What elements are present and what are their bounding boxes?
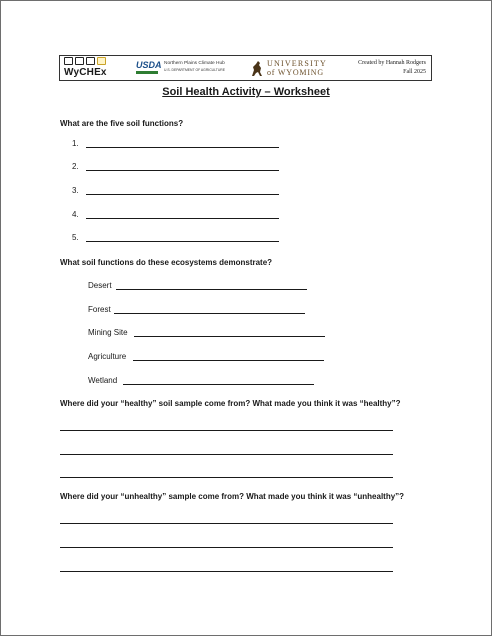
worksheet-title [0,86,492,98]
ecosystem-label-mining-site: Mining Site [88,328,128,337]
ecosystem-label-forest: Forest [88,305,111,314]
healthy-answer-line-2[interactable] [60,454,393,455]
answer-number-2: 2. [72,162,79,171]
hub-department: U.S. DEPARTMENT OF AGRICULTURE [164,68,225,72]
answer-number-4: 4. [72,210,79,219]
question-ecosystems: What soil functions do these ecosystems demonstrate? [60,258,273,267]
climate-hub-label [164,60,225,74]
question-healthy-sample: Where did your “healthy” soil sample come from? What made you think it was “healthy”? [60,399,401,408]
wychex-logo [64,57,120,80]
healthy-answer-line-3[interactable] [60,477,393,478]
answer-number-1: 1. [72,139,79,148]
ecosystem-line-desert[interactable] [116,289,307,290]
author-credit [358,59,426,77]
answer-number-5: 5. [72,233,79,242]
answer-number-3: 3. [72,186,79,195]
question-soil-functions: What are the five soil functions? [60,119,184,128]
usda-logo-bar [136,71,158,74]
worksheet-title-text: Soil Health Activity – Worksheet [162,86,330,98]
barn-icon [86,57,95,65]
usda-logo: USDA [136,60,162,70]
university-wordmark [267,59,327,77]
ecosystem-line-mining-site[interactable] [134,336,325,337]
unhealthy-answer-line-1[interactable] [60,523,393,524]
question-unhealthy-sample: Where did your “unhealthy” sample come from? What made you think it was “unhealthy”? [60,492,405,501]
field-icon [64,57,73,65]
sun-icon [97,57,106,65]
unhealthy-answer-line-2[interactable] [60,547,393,548]
answer-line-5[interactable] [86,241,279,242]
credit-line2: Fall 2025 [403,69,426,75]
credit-line1: Created by Hannah Rodgers [358,60,426,66]
ecosystem-line-wetland[interactable] [123,384,314,385]
ecosystem-label-desert: Desert [88,281,112,290]
university-line2: of WYOMING [267,68,324,77]
answer-line-4[interactable] [86,218,279,219]
answer-line-3[interactable] [86,194,279,195]
tractor-icon [75,57,84,65]
ecosystem-line-agriculture[interactable] [133,360,324,361]
answer-line-2[interactable] [86,170,279,171]
answer-line-1[interactable] [86,147,279,148]
university-line1: UNIVERSITY [267,59,327,68]
header-banner [59,55,432,81]
bucking-horse-icon [250,59,264,78]
wychex-wordmark: WyCHEx [64,67,107,78]
ecosystem-label-agriculture: Agriculture [88,352,127,361]
unhealthy-answer-line-3[interactable] [60,571,393,572]
healthy-answer-line-1[interactable] [60,430,393,431]
ecosystem-label-wetland: Wetland [88,376,118,385]
ecosystem-line-forest[interactable] [114,313,305,314]
hub-name: Northern Plains Climate Hub [164,61,225,66]
